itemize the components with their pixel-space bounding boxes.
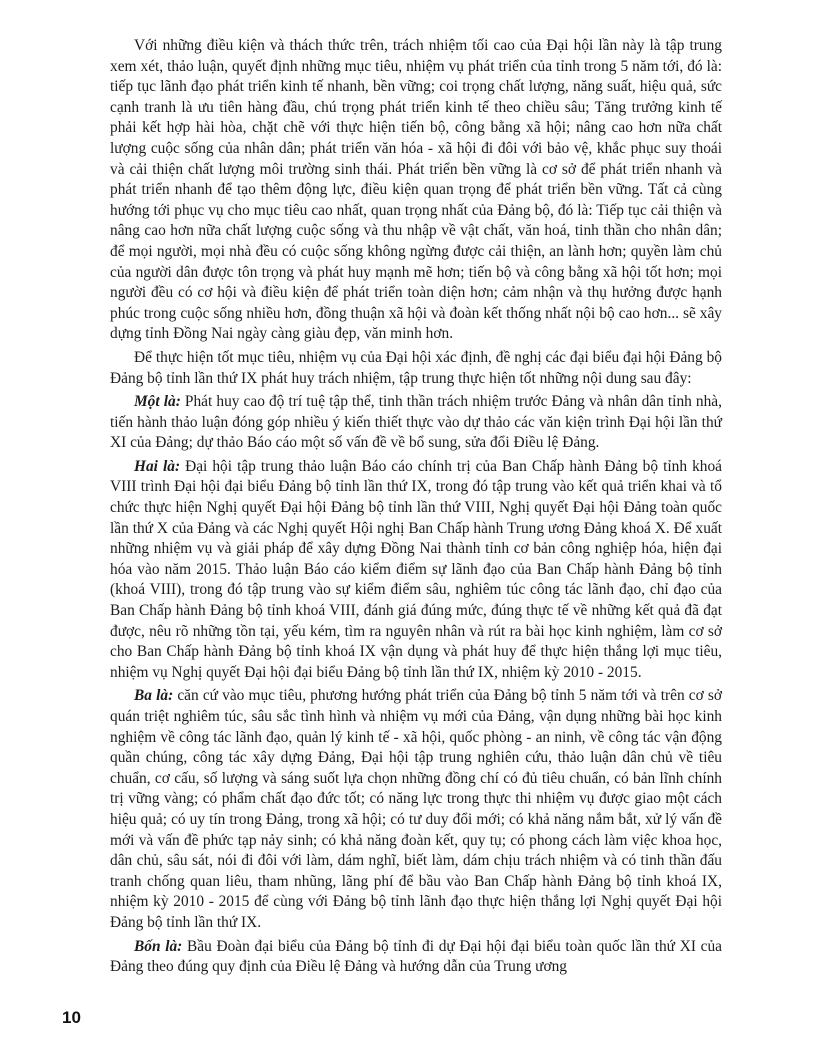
paragraph-text: Để thực hiện tốt mục tiêu, nhiệm vụ của Đại hội xác định, đề nghị các đại biểu đại hội Đảng bộ Đảng bộ tỉnh lần thứ IX phát huy trách nhiệm, tập trung thực hiện tốt những nội dung sau đây: xyxy=(110,348,722,387)
paragraph-lead: Hai là: xyxy=(134,457,181,475)
paragraph-lead: Bốn là: xyxy=(134,937,183,955)
paragraph-text: căn cứ vào mục tiêu, phương hướng phát triển của Đảng bộ tỉnh 5 năm tới và trên cơ sở quán triệt nghiêm túc, sâu sắc tình hình và nhiệm vụ mới của Đảng, vận dụng những bài học kinh nghiệm về công tác lãnh đạo, quản lý kinh tế - xã hội, quốc phòng - an ninh, về công tác vận động quần chúng, công tác xây dựng Đảng, Đại hội tập trung nghiên cứu, thảo luận dân chủ về tiêu chuẩn, cơ cấu, số lượng và sáng suốt lựa chọn những đồng chí có đủ tiêu chuẩn, có bản lĩnh chính trị vững vàng; có phẩm chất đạo đức tốt; có năng lực trong thực thi nhiệm vụ được giao một cách hiệu quả; có uy tín trong Đảng, trong xã hội; có tư duy đổi mới; có khả năng nắm bắt, xử lý vấn đề mới và vấn đề phức tạp nảy sinh; có khả năng đoàn kết, quy tụ; có phong cách làm việc khoa học, dân chủ, sâu sát, nói đi đôi với làm, dám nghĩ, biết làm, dám chịu trách nhiệm và có tinh thần đấu tranh chống quan liêu, tham nhũng, lãng phí để bầu vào Ban Chấp hành Đảng bộ tỉnh khoá IX, nhiệm kỳ 2010 - 2015 để cùng với Đảng bộ tỉnh lãnh đạo thực hiện thắng lợi Nghị quyết Đại hội Đảng bộ tỉnh lần thứ IX. xyxy=(110,687,723,931)
paragraph-lead: Một là: xyxy=(134,393,181,411)
page-number: 10 xyxy=(62,1008,81,1027)
paragraph-point-four xyxy=(110,937,722,978)
paragraph-text: Phát huy cao độ trí tuệ tập thể, tinh thần trách nhiệm trước Đảng và nhân dân tỉnh nhà, tiến hành thảo luận đóng góp nhiều ý kiến thiết thực vào dự thảo các văn kiện trình Đại hội lần thứ XI của Đảng; dự thảo Báo cáo một số vấn đề về bổ sung, sửa đổi Điều lệ Đảng. xyxy=(110,393,722,452)
paragraph-text: Bầu Đoàn đại biểu của Đảng bộ tỉnh đi dự Đại hội đại biểu toàn quốc lần thứ XI của Đảng theo đúng quy định của Điều lệ Đảng và hướng dẫn của Trung ương xyxy=(110,937,722,976)
paragraph-proposal xyxy=(110,348,722,389)
document-body xyxy=(110,36,722,978)
paragraph-lead: Ba là: xyxy=(134,687,174,705)
paragraph-text: Với những điều kiện và thách thức trên, trách nhiệm tối cao của Đại hội lần này là tập trung xem xét, thảo luận, quyết định những mục tiêu, nhiệm vụ phát triển của tỉnh trong 5 năm tới, đó là: tiếp tục lãnh đạo phát triển kinh tế nhanh, bền vững; coi trọng chất lượng, năng suất, hiệu quả, sức cạnh tranh là ưu tiên hàng đầu, chú trọng phát triển kinh tế theo chiều sâu; Tăng trưởng kinh tế phải kết hợp hài hòa, chặt chẽ với thực hiện tiến bộ, công bằng xã hội; nâng cao hơn nữa chất lượng cuộc sống của nhân dân; phát triển văn hóa - xã hội đi đôi với bảo vệ, khắc phục suy thoái và cải thiện chất lượng môi trường sinh thái. Phát triển bền vững là cơ sở để phát triển nhanh và phát triển nhanh để tạo thêm động lực, điều kiện quan trọng để phát triển bền vững. Tất cả cùng hướng tới phục vụ cho mục tiêu cao nhất, quan trọng nhất của Đảng bộ, đó là: Tiếp tục cải thiện và nâng cao hơn nữa chất lượng cuộc sống và thu nhập về vật chất, văn hoá, tinh thần cho nhân dân; để mọi người, mọi nhà đều có cuộc sống không ngừng được cải thiện, an lành hơn; quyền làm chủ của người dân được tôn trọng và phát huy mạnh mẽ hơn; tiến bộ và công bằng xã hội tốt hơn; mọi người đều có cơ hội và điều kiện để phát triển toàn diện hơn; cảm nhận và thụ hưởng được hạnh phúc trong cuộc sống nhiều hơn, đồng thuận xã hội và đoàn kết thống nhất nội bộ cao hơn... sẽ xây dựng tỉnh Đồng Nai ngày càng giàu đẹp, văn minh hơn. xyxy=(110,37,722,343)
paragraph-point-one xyxy=(110,392,722,454)
paragraph-text: Đại hội tập trung thảo luận Báo cáo chính trị của Ban Chấp hành Đảng bộ tỉnh khoá VIII trình Đại hội đại biểu Đảng bộ tỉnh lần thứ IX, trong đó tập trung vào kết quả triển khai và tổ chức thực hiện Nghị quyết Đại hội Đảng bộ tỉnh lần thứ VIII, Nghị quyết Đại hội Đảng toàn quốc lần thứ X của Đảng và các Nghị quyết Hội nghị Ban Chấp hành Trung ương Đảng khoá X. Để xuất những nhiệm vụ và giải pháp để xây dựng Đồng Nai thành tỉnh cơ bản công nghiệp hóa, hiện đại hóa vào năm 2015. Thảo luận Báo cáo kiểm điểm sự lãnh đạo của Ban Chấp hành Đảng bộ tỉnh (khoá VIII), trong đó tập trung vào sự kiểm điểm sâu, nghiêm túc công tác lãnh đạo, chỉ đạo của Ban Chấp hành Đảng bộ tỉnh khoá VIII, đánh giá đúng mức, đúng thực tế về những kết quả đã đạt được, nêu rõ những tồn tại, yếu kém, tìm ra nguyên nhân và rút ra bài học kinh nghiệm, làm cơ sở cho Ban Chấp hành Đảng bộ tỉnh khoá IX vận dụng và phát huy để thực hiện thắng lợi mục tiêu, nhiệm vụ Nghị quyết Đại hội đại biểu Đảng bộ tỉnh lần thứ IX, nhiệm kỳ 2010 - 2015. xyxy=(110,457,722,681)
paragraph-intro xyxy=(110,36,722,345)
paragraph-point-three xyxy=(110,686,722,933)
paragraph-point-two xyxy=(110,457,722,684)
